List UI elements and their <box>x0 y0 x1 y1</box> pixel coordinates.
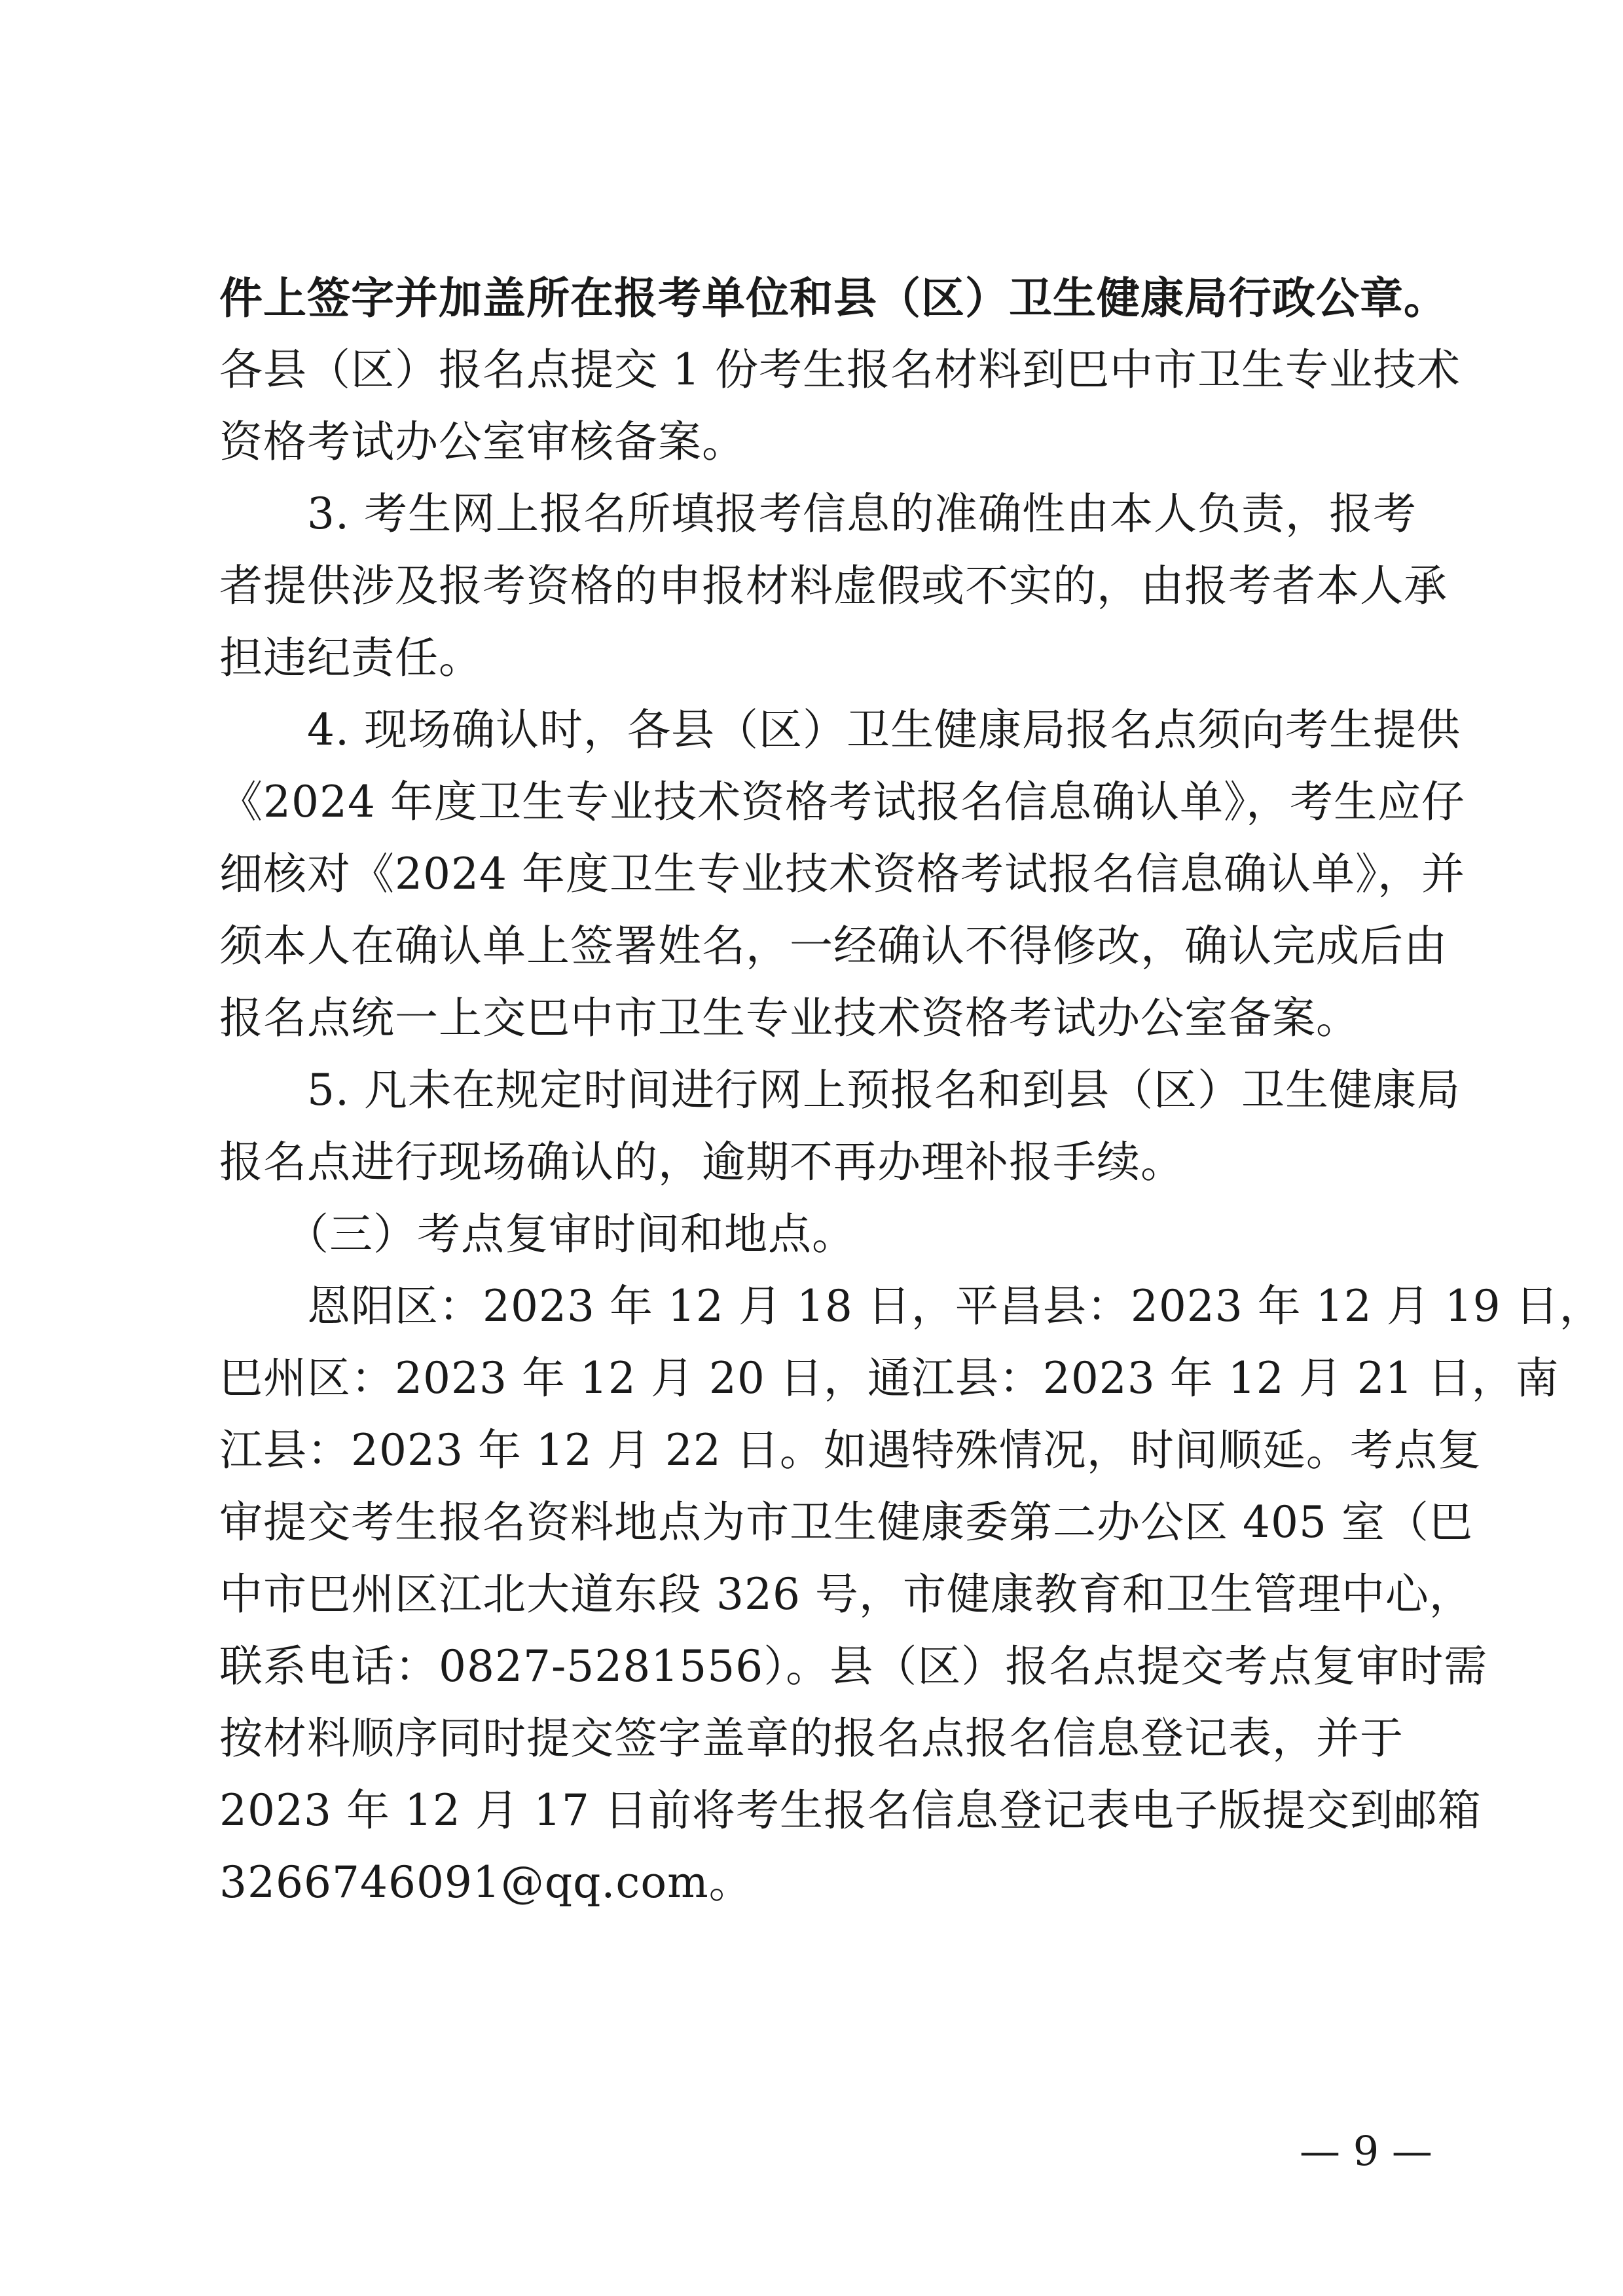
email-line: 3266746091@qq.com。 <box>219 1857 753 1908</box>
text-line: 联系电话：0827-5281556）。县（区）报名点提交考点复审时需 <box>219 1641 1488 1692</box>
text-line: 审提交考生报名资料地点为市卫生健康委第二办公区 405 室（巴 <box>219 1497 1473 1547</box>
text-line: 报名点统一上交巴中市卫生专业技术资格考试办公室备案。 <box>219 993 1360 1043</box>
text-line: 3. 考生网上报名所填报考信息的准确性由本人负责，报考 <box>219 489 1417 539</box>
section-heading: （三）考点复审时间和地点。 <box>219 1209 856 1259</box>
text-line: 中市巴州区江北大道东段 326 号，市健康教育和卫生管理中心， <box>219 1569 1473 1620</box>
body-text <box>219 262 1603 1919</box>
text-line: 担违纪责任。 <box>219 633 483 683</box>
text-line: 《2024 年度卫生专业技术资格考试报名信息确认单》，考生应仔 <box>219 777 1465 827</box>
text-line: 细核对《2024 年度卫生专业技术资格考试报名信息确认单》，并 <box>219 849 1465 899</box>
text-line: 4. 现场确认时，各县（区）卫生健康局报名点须向考生提供 <box>219 705 1461 755</box>
text-line: 巴州区：2023 年 12 月 20 日，通江县：2023 年 12 月 21 日，南 <box>219 1353 1559 1403</box>
text-line: 件上签字并加盖所在报考单位和县（区）卫生健康局行政公章。 <box>219 272 1448 324</box>
text-line: 各县（区）报名点提交 1 份考生报名材料到巴中市卫生专业技术 <box>219 344 1461 395</box>
text-line: 5. 凡未在规定时间进行网上预报名和到县（区）卫生健康局 <box>219 1065 1461 1115</box>
text-line: 恩阳区：2023 年 12 月 18 日，平昌县：2023 年 12 月 19 日， <box>219 1281 1603 1331</box>
text-line: 报名点进行现场确认的，逾期不再办理补报手续。 <box>219 1137 1184 1187</box>
page-number: — 9 — <box>1300 2127 1432 2175</box>
text-line: 资格考试办公室审核备案。 <box>219 417 746 467</box>
text-line: 者提供涉及报考资格的申报材料虚假或不实的，由报考者本人承 <box>219 561 1448 611</box>
text-line: 按材料顺序同时提交签字盖章的报名点报名信息登记表，并于 <box>219 1713 1404 1764</box>
text-line: 江县：2023 年 12 月 22 日。如遇特殊情况，时间顺延。考点复 <box>219 1425 1482 1475</box>
text-line: 须本人在确认单上签署姓名，一经确认不得修改，确认完成后由 <box>219 921 1448 971</box>
text-line: 2023 年 12 月 17 日前将考生报名信息登记表电子版提交到邮箱 <box>219 1785 1482 1836</box>
